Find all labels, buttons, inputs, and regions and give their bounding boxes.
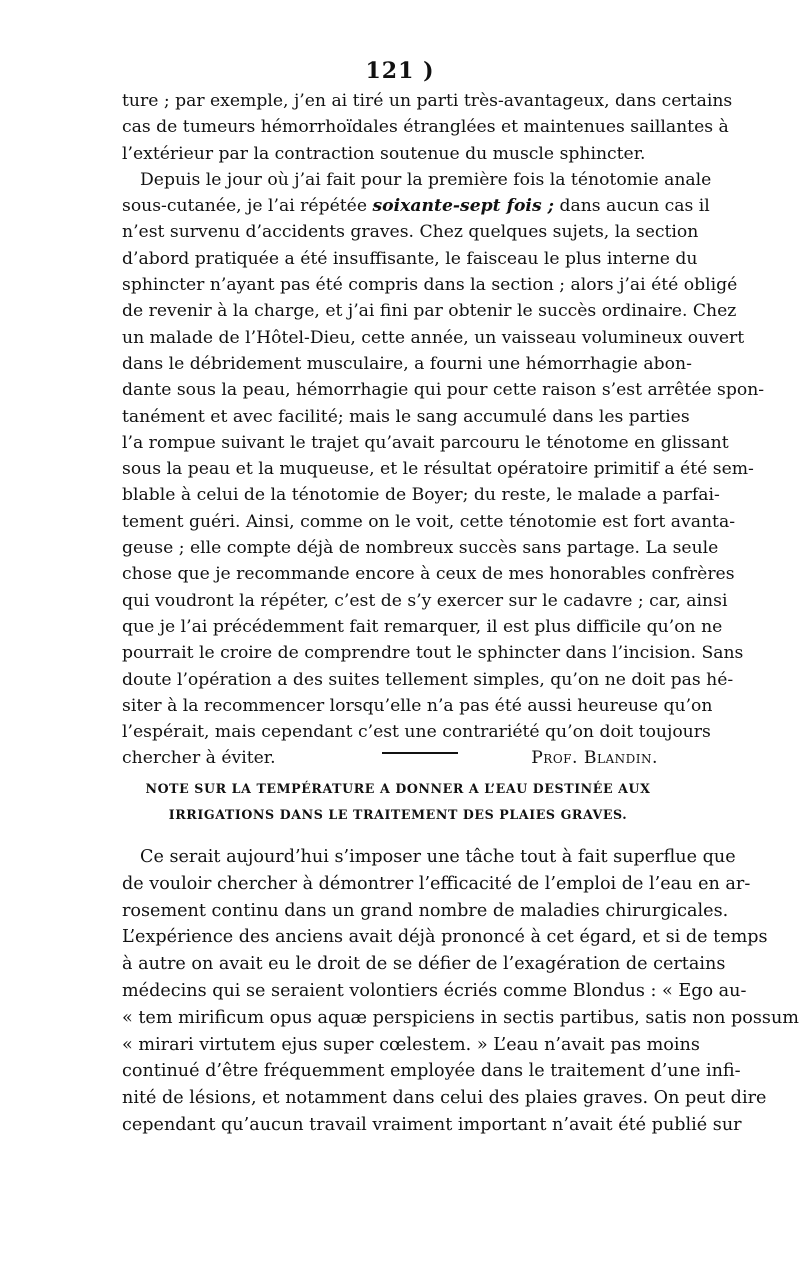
text-segment: sous-cutanée, je l’ai répétée	[122, 196, 367, 217]
text-line: L’expérience des anciens avait déjà prononcé à cet égard, et si de temps	[122, 927, 768, 948]
text-line: d’abord pratiquée a été insuffisante, le faisceau le plus interne du	[122, 248, 698, 269]
text-line: doute l’opération a des suites tellement simples, qu’on ne doit pas hé-	[122, 669, 734, 690]
text-line: cependant qu’aucun travail vraiment important n’avait été publié sur	[122, 1114, 742, 1135]
text-line: rosement continu dans un grand nombre de maladies chirurgicales.	[122, 900, 729, 921]
text-line: sphincter n’ayant pas été compris dans la section ; alors j’ai été obligé	[122, 275, 738, 296]
text-line: qui voudront la répéter, c’est de s’y exercer sur le cadavre ; car, ainsi	[122, 590, 728, 611]
text-line: l’espérait, mais cependant c’est une contrariété qu’on doit toujours	[122, 722, 711, 743]
note-title-line: NOTE SUR LA TEMPÉRATURE A DONNER A L’EAU DESTINÉE AUX	[145, 781, 651, 796]
text-line: continué d’être fréquemment employée dans le traitement d’une infi-	[122, 1061, 741, 1082]
text-segment: dans aucun cas il	[559, 196, 710, 217]
text-line: l’extérieur par la contraction soutenue du muscle sphincter.	[122, 143, 646, 164]
text-line: n’est survenu d’accidents graves. Chez quelques sujets, la section	[122, 222, 699, 243]
text-line: chercher à éviter.	[122, 748, 276, 769]
text-line: de revenir à la charge, et j’ai fini par obtenir le succès ordinaire. Chez	[122, 301, 737, 322]
section-body	[122, 88, 765, 772]
note-body	[122, 844, 799, 1139]
section-divider	[382, 752, 458, 754]
note-title	[122, 776, 674, 828]
text-line: Ce serait aujourd’hui s’imposer une tâche tout à fait superflue que	[140, 847, 736, 867]
text-line: à autre on avait eu le droit de se défier de l’exagération de certains	[122, 954, 726, 975]
text-line: de vouloir chercher à démontrer l’efficacité de l’emploi de l’eau en ar-	[122, 873, 751, 894]
page-number: 121 )	[365, 58, 435, 84]
text-line: ture ; par exemple, j’en ai tiré un parti très-avantageux, dans certains	[122, 91, 733, 111]
text-line: tanément et avec facilité; mais le sang accumulé dans les parties	[122, 406, 690, 427]
text-line: un malade de l’Hôtel-Dieu, cette année, un vaisseau volumineux ouvert	[122, 327, 745, 348]
text-line: pourrait le croire de comprendre tout le sphincter dans l’incision. Sans	[122, 643, 744, 664]
text-line: blable à celui de la ténotomie de Boyer; du reste, le malade a parfai-	[122, 485, 720, 506]
author-signature: Prof. Blandin.	[531, 748, 658, 769]
text-line: sous la peau et la muqueuse, et le résultat opératoire primitif a été sem-	[122, 459, 754, 480]
text-line: cas de tumeurs hémorrhoïdales étranglées et maintenues saillantes à	[122, 117, 729, 138]
text-line: que je l’ai précédemment fait remarquer, il est plus difficile qu’on ne	[122, 616, 723, 637]
note-title-line: IRRIGATIONS DANS LE TRAITEMENT DES PLAIES GRAVES.	[168, 807, 628, 822]
text-line: Depuis le jour où j’ai fait pour la première fois la ténotomie anale	[140, 169, 712, 190]
text-line: « mirari virtutem ejus super cœlestem. » L’eau n’avait pas moins	[122, 1034, 700, 1055]
text-line: geuse ; elle compte déjà de nombreux succès sans partage. La seule	[122, 538, 719, 559]
text-line: nité de lésions, et notamment dans celui des plaies graves. On peut dire	[122, 1088, 767, 1109]
emphasis-text: soixante-sept fois ;	[372, 196, 554, 217]
signature-line	[122, 745, 674, 771]
text-line: l’a rompue suivant le trajet qu’avait parcouru le ténotome en glissant	[122, 432, 729, 453]
text-line: « tem mirificum opus aquæ perspiciens in sectis partibus, satis non possum	[122, 1007, 799, 1028]
text-line: tement guéri. Ainsi, comme on le voit, cette ténotomie est fort avanta-	[122, 511, 736, 532]
text-line: médecins qui se seraient volontiers écriés comme Blondus : « Ego au-	[122, 980, 747, 1001]
text-line: dans le débridement musculaire, a fourni une hémorrhagie abon-	[122, 353, 692, 374]
text-line: siter à la recommencer lorsqu’elle n’a pas été aussi heureuse qu’on	[122, 695, 713, 716]
text-line: chose que je recommande encore à ceux de mes honorables confrères	[122, 564, 735, 585]
text-line: dante sous la peau, hémorrhagie qui pour cette raison s’est arrêtée spon-	[122, 380, 765, 401]
text-line-mixed	[122, 193, 710, 219]
